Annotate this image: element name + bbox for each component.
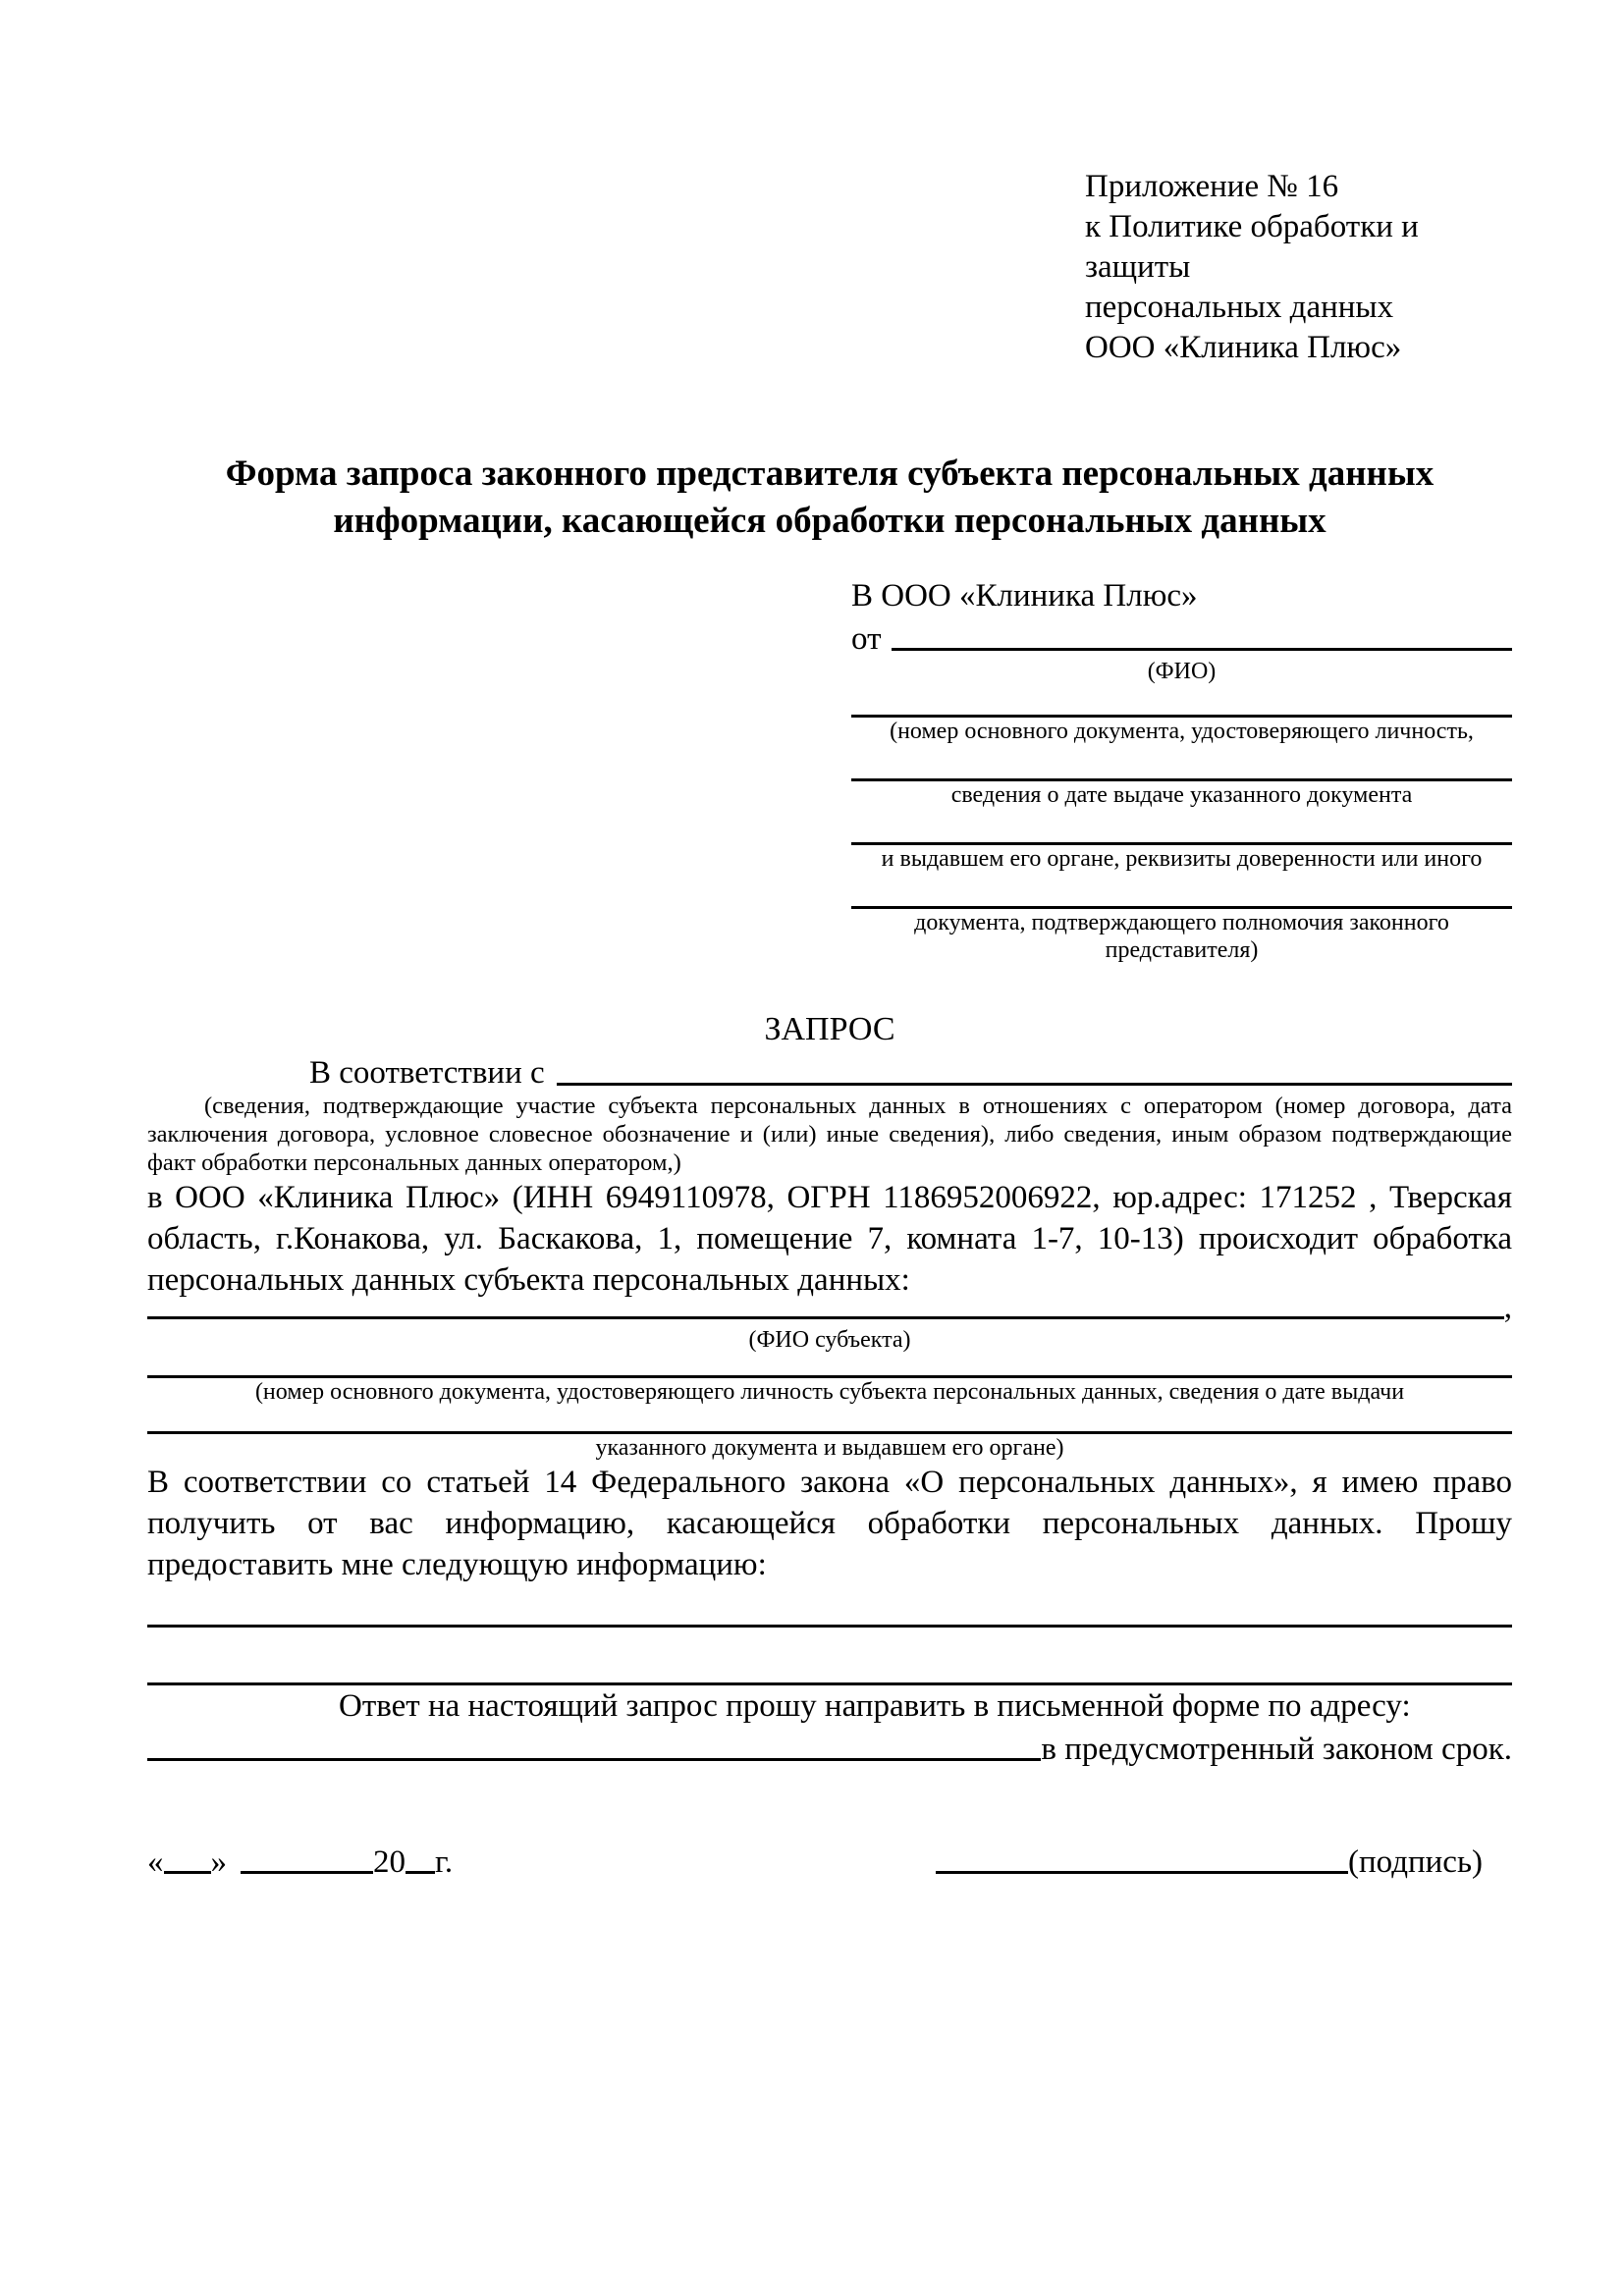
law-paragraph: В соответствии со статьей 14 Федерального закона «О персональных данных», я имею право получить от вас информацию, касающейся обработки персональных данных. Прошу предоставить мне следующую информацию: xyxy=(147,1465,1512,1582)
from-label: от xyxy=(851,621,882,657)
fio-caption: (ФИО) xyxy=(1147,659,1217,684)
title-line-1: Форма запроса законного представителя субъекта персональных данных xyxy=(225,454,1435,494)
subject-doc-blank-field xyxy=(147,1354,1512,1378)
relationship-basis-blank-field xyxy=(557,1083,1512,1086)
doc-caption-4: документа, подтверждающего полномочия законного представителя) xyxy=(914,910,1449,963)
requested-info-blank-field-1 xyxy=(147,1585,1512,1628)
doc-issue-date-blank-field xyxy=(851,745,1512,781)
appendix-header xyxy=(1085,167,1512,368)
subject-doc-caption-1: (номер основного документа, удостоверяющего личность субъекта персональных данных, сведения о дате выдачи xyxy=(254,1379,1405,1405)
close-quote: » xyxy=(210,1844,227,1880)
intro-label: В соответствии с xyxy=(309,1055,545,1091)
appendix-line-4: ООО «Клиника Плюс» xyxy=(1085,330,1402,365)
addressee-organization: В ООО «Клиника Плюс» xyxy=(851,578,1198,614)
subject-doc-issuer-blank-field xyxy=(147,1406,1512,1434)
year-prefix: 20 xyxy=(373,1844,406,1880)
signature-group xyxy=(936,1843,1483,1881)
subject-doc-caption-2: указанного документа и выдавшем его органе) xyxy=(595,1435,1064,1461)
doc-caption-2: сведения о дате выдаче указанного документа xyxy=(950,782,1413,808)
representative-name-blank-field xyxy=(892,648,1513,651)
addressee-block xyxy=(851,575,1512,964)
reply-address-row xyxy=(147,1727,1512,1768)
operator-paragraph: в ООО «Клиника Плюс» (ИНН 6949110978, ОГРН 1186952006922, юр.адрес: 171252 , Тверская область, г.Конакова, ул. Баскакова, 1, помещение 7, комната 1-7, 10-13) происходит обработка персональных данных субъекта персональных данных: xyxy=(147,1180,1512,1298)
authority-doc-blank-field xyxy=(851,873,1512,909)
year-blank-field xyxy=(406,1871,435,1874)
footer-row xyxy=(147,1843,1512,1881)
intro-row xyxy=(147,1050,1512,1092)
subject-fio-caption: (ФИО субъекта) xyxy=(748,1327,911,1353)
signature-caption: (подпись) xyxy=(1348,1844,1483,1880)
basis-fine-print: (сведения, подтверждающие участие субъекта персональных данных в отношениях с оператором (номер договора, дата заключения договора, условное словесное обозначение и (или) иные сведения), либо сведения, иным образом подтверждающие факт обработки персональных данных оператором,) xyxy=(147,1093,1512,1176)
representative-doc-blank-field xyxy=(851,685,1512,718)
month-blank-field xyxy=(241,1871,373,1874)
doc-caption-3: и выдавшем его органе, реквизиты доверенности или иного xyxy=(881,846,1483,872)
doc-issuer-blank-field xyxy=(851,809,1512,845)
title-line-2: информации, касающейся обработки персональных данных xyxy=(333,501,1326,541)
open-quote: « xyxy=(147,1844,164,1880)
appendix-line-3: персональных данных xyxy=(1085,290,1394,325)
request-heading: ЗАПРОС xyxy=(764,1011,895,1047)
day-blank-field xyxy=(164,1871,211,1874)
subject-fio-blank-field xyxy=(147,1316,1504,1319)
year-suffix: г. xyxy=(435,1844,454,1880)
reply-suffix: в предусмотренный законом срок. xyxy=(1041,1732,1512,1767)
requested-info-blank-field-2 xyxy=(147,1628,1512,1685)
reply-address-blank-field xyxy=(147,1758,1041,1761)
date-group xyxy=(147,1843,453,1881)
appendix-line-1: Приложение № 16 xyxy=(1085,169,1339,204)
reply-paragraph: Ответ на настоящий запрос прошу направить в письменной форме по адресу: xyxy=(339,1688,1411,1724)
subject-fio-row xyxy=(147,1290,1512,1326)
doc-caption-1: (номер основного документа, удостоверяющего личность, xyxy=(890,719,1474,744)
trailing-comma: , xyxy=(1503,1290,1512,1325)
document-title xyxy=(147,451,1512,545)
signature-blank-field xyxy=(936,1871,1348,1874)
from-row xyxy=(851,616,1512,658)
appendix-line-2: к Политике обработки и защиты xyxy=(1085,209,1419,285)
